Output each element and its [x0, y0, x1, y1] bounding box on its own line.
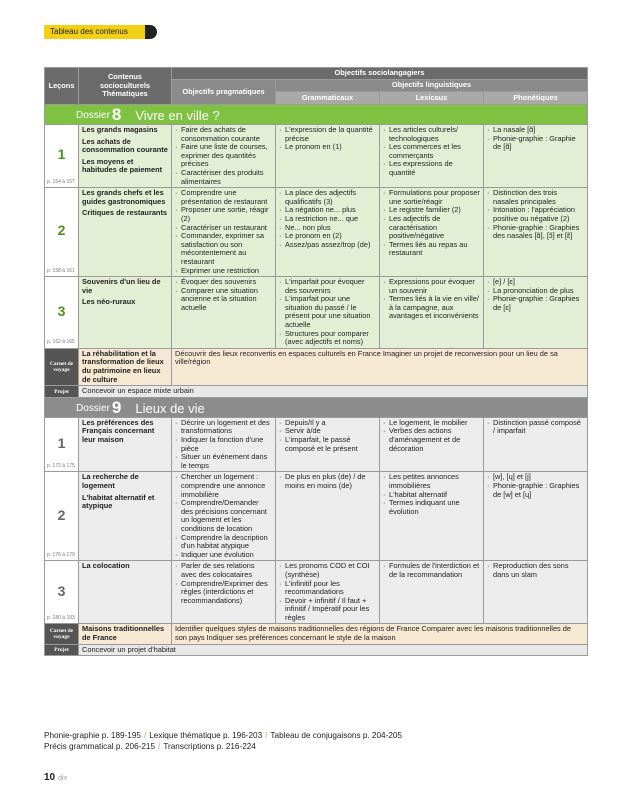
- col-objectifs-socio: Objectifs sociolangagiers: [172, 68, 588, 80]
- list-item: · Le pronom en (1): [279, 143, 376, 152]
- list-item: · La prononciation de plus: [487, 287, 584, 296]
- lesson-number-cell: [45, 417, 79, 472]
- list-item: · Verbes des actions d'aménagement et de décoration: [383, 427, 480, 453]
- lesson-row: [45, 125, 588, 188]
- ref-transcriptions: Transcriptions p. 216-224: [163, 742, 256, 751]
- theme-cell: [79, 188, 172, 277]
- list-item: · Distinction passé composé / imparfait: [487, 419, 584, 436]
- lexicaux-cell: [380, 417, 484, 472]
- dossier-title: Lieux de vie: [135, 400, 205, 416]
- theme-cell: [79, 417, 172, 472]
- list-item: · L'imparfait pour évoquer des souvenirs: [279, 278, 376, 295]
- list-item: · Servir à/de: [279, 427, 376, 436]
- dossier-number: 9: [111, 397, 122, 417]
- theme-item: Les préférences des Français concernant leur maison: [82, 417, 155, 444]
- list-item: · Parler de ses relations avec des colocataires: [175, 562, 272, 579]
- theme-cell: [79, 125, 172, 188]
- lesson-number: 1: [57, 434, 66, 451]
- list-item: · Formules de l'interdiction et de la recommandation: [383, 562, 480, 579]
- list-item: · Depuis/Il y a: [279, 419, 376, 428]
- phonetiques-cell: [484, 417, 588, 472]
- lesson-number-cell: [45, 188, 79, 277]
- lesson-number-cell: [45, 277, 79, 349]
- lexicaux-cell: [380, 277, 484, 349]
- list-item: · Faire une liste de courses, exprimer des quantités précises: [175, 143, 272, 169]
- list-item: · Intonation : l'appréciation positive ou négative (2): [487, 206, 584, 223]
- lesson-number: 2: [57, 222, 66, 239]
- theme-item: La colocation: [82, 561, 130, 571]
- grammaticaux-cell: [276, 561, 380, 624]
- phonetiques-list: [487, 126, 584, 152]
- lexicaux-list: [383, 473, 480, 516]
- list-item: · Comprendre la description d'un habitat atypique: [175, 534, 272, 551]
- lexicaux-list: [383, 419, 480, 453]
- list-item: · Comprendre une présentation de restaurant: [175, 189, 272, 206]
- pragmatiques-cell: [172, 417, 276, 472]
- contents-table: [44, 67, 588, 656]
- list-item: · Les commerces et les commerçants: [383, 143, 480, 160]
- list-item: · De plus en plus (de) / de moins en moins (de): [279, 473, 376, 490]
- phonetiques-cell: [484, 125, 588, 188]
- projet-label: Projet: [45, 386, 79, 398]
- ref-precis: Précis grammatical p. 206-215: [44, 742, 156, 751]
- list-item: · Les articles culturels/ technologiques: [383, 126, 480, 143]
- pragmatiques-cell: [172, 125, 276, 188]
- dossier-banner: [45, 397, 588, 417]
- dossier-number: 8: [111, 105, 122, 124]
- phonetiques-list: [487, 473, 584, 499]
- lesson-row: [45, 277, 588, 349]
- phonetiques-cell: [484, 277, 588, 349]
- theme-item: La recherche de logement: [82, 472, 139, 490]
- pragmatiques-cell: [172, 561, 276, 624]
- list-item: · Exprimer une restriction: [175, 267, 272, 276]
- grammaticaux-cell: [276, 277, 380, 349]
- list-item: · [w], [ɥ] et [j]: [487, 473, 584, 482]
- list-item: · Chercher un logement : comprendre une annonce immobilière: [175, 473, 272, 499]
- list-item: · L'habitat alternatif: [383, 491, 480, 500]
- lexicaux-list: [383, 562, 480, 579]
- carnet-title: Maisons traditionnelles de France: [79, 624, 172, 644]
- phonetiques-list: [487, 278, 584, 312]
- list-item: · Les pronoms COD et COI (synthèse): [279, 562, 376, 579]
- theme-item: Les grands chefs et les guides gastronomiques: [82, 188, 166, 206]
- grammaticaux-list: [279, 562, 376, 622]
- list-item: · Distinction des trois nasales principales: [487, 189, 584, 206]
- dossier-word: Dossier: [76, 402, 110, 414]
- lesson-number: 1: [57, 146, 66, 163]
- lesson-number-cell: [45, 125, 79, 188]
- phonetiques-cell: [484, 472, 588, 561]
- grammaticaux-cell: [276, 417, 380, 472]
- dossier-title: Vivre en ville ?: [135, 108, 220, 123]
- lexicaux-cell: [380, 188, 484, 277]
- lesson-pages: p. 176 à 179: [47, 551, 75, 558]
- list-item: · Indiquer une évolution: [175, 551, 272, 560]
- theme-item: Les achats de consommation courante: [82, 136, 168, 155]
- pragmatiques-list: [175, 278, 272, 312]
- list-item: · Les expressions de quantité: [383, 160, 480, 177]
- col-lecons: Leçons: [45, 68, 79, 105]
- lesson-number: 3: [57, 582, 66, 599]
- list-item: · Phonie-graphie : Graphies de [ɛ]: [487, 295, 584, 312]
- lexicaux-list: [383, 189, 480, 258]
- list-item: · [e] / [ɛ]: [487, 278, 584, 287]
- list-item: · Décrire un logement et des transformations: [175, 419, 272, 436]
- grammaticaux-list: [279, 473, 376, 490]
- col-contenus: Contenus socioculturels Thématiques: [79, 68, 172, 105]
- list-item: · Devoir + infinitif / Il faut + infinitif / Impératif pour les règles: [279, 597, 376, 623]
- carnet-label: Carnet de voyage: [45, 624, 79, 644]
- list-item: · Faire des achats de consommation courante: [175, 126, 272, 143]
- col-lexicaux: Lexicaux: [380, 92, 484, 105]
- list-item: · Le pronom en (2): [279, 232, 376, 241]
- list-item: · Commander, exprimer sa satisfaction ou son mécontentement au restaurant: [175, 232, 272, 266]
- lesson-pages: p. 172 à 175: [47, 462, 75, 469]
- carnet-text: Identifier quelques styles de maisons traditionnelles des régions de France Comparer avec les maisons traditionnelles de son pays Indiquer ses préférences concernant le style de la maison: [172, 624, 588, 644]
- projet-row: [45, 386, 588, 398]
- phonetiques-list: [487, 189, 584, 241]
- list-item: · Phonie-graphie : Graphie de [ɑ̃]: [487, 135, 584, 152]
- carnet-row: [45, 348, 588, 385]
- list-item: · L'expression de la quantité précise: [279, 126, 376, 143]
- list-item: · La négation ne... plus: [279, 206, 376, 215]
- pragmatiques-list: [175, 562, 272, 605]
- theme-item: Souvenirs d'un lieu de vie: [82, 277, 161, 295]
- lesson-number: 2: [57, 506, 66, 523]
- projet-text: Concevoir un espace mixte urbain: [79, 386, 588, 398]
- grammaticaux-cell: [276, 188, 380, 277]
- footer-line-1: Phonie-graphie p. 189-195 / Lexique thématique p. 196-203 / Tableau de conjugaisons p. 204-205: [44, 731, 402, 740]
- grammaticaux-cell: [276, 472, 380, 561]
- list-item: · Caractériser des produits alimentaires: [175, 169, 272, 186]
- list-item: · Comparer une situation ancienne et la situation actuelle: [175, 287, 272, 313]
- projet-label: Projet: [45, 644, 79, 656]
- grammaticaux-list: [279, 126, 376, 152]
- lesson-row: [45, 561, 588, 624]
- theme-item: Critiques de restaurants: [82, 208, 168, 218]
- theme-item: Les grands magasins: [82, 125, 158, 134]
- pragmatiques-list: [175, 189, 272, 275]
- theme-cell: [79, 277, 172, 349]
- lesson-number-cell: [45, 561, 79, 624]
- ref-phonie: Phonie-graphie p. 189-195: [44, 731, 141, 740]
- lesson-row: [45, 472, 588, 561]
- list-item: · Phonie-graphie : Graphies des nasales [ɑ̃], [ɔ̃] et [ɛ̃]: [487, 224, 584, 241]
- theme-item: Les moyens et habitudes de paiement: [82, 156, 163, 175]
- pragmatiques-cell: [172, 188, 276, 277]
- list-item: · Structures pour comparer (avec adjectifs et noms): [279, 330, 376, 347]
- projet-row: [45, 644, 588, 656]
- list-item: · L'infinitif pour les recommandations: [279, 580, 376, 597]
- pragmatiques-list: [175, 473, 272, 559]
- col-pragmatiques: Objectifs pragmatiques: [172, 80, 276, 105]
- lesson-row: [45, 417, 588, 472]
- lesson-number: 3: [57, 302, 66, 319]
- list-item: · Termes indiquant une évolution: [383, 499, 480, 516]
- list-item: · Indiquer la fonction d'une pièce: [175, 436, 272, 453]
- col-linguistiques: Objectifs linguistiques: [276, 80, 588, 92]
- carnet-row: [45, 624, 588, 644]
- page-number-word: dix: [58, 775, 68, 782]
- section-tag: Tableau des contenus: [44, 25, 156, 39]
- col-phonetiques: Phonétiques: [484, 92, 588, 105]
- carnet-text: Découvrir des lieux reconvertis en espaces culturels en France Imaginer un projet de reconversion pour un lieu de sa ville/région: [172, 348, 588, 385]
- grammaticaux-cell: [276, 125, 380, 188]
- list-item: · L'imparfait pour une situation du passé / le présent pour une situation actuelle: [279, 295, 376, 329]
- list-item: · Situer un événement dans le temps: [175, 453, 272, 470]
- list-item: · Formulations pour proposer une sortie/réagir: [383, 189, 480, 206]
- grammaticaux-list: [279, 278, 376, 347]
- lexicaux-cell: [380, 561, 484, 624]
- list-item: · Proposer une sortie, réagir (2): [175, 206, 272, 223]
- lesson-pages: p. 158 à 161: [47, 267, 75, 274]
- phonetiques-cell: [484, 561, 588, 624]
- lesson-number-cell: [45, 472, 79, 561]
- pragmatiques-list: [175, 419, 272, 471]
- list-item: · Phonie-graphie : Graphies de [w] et [ɥ]: [487, 482, 584, 499]
- list-item: · Caractériser un restaurant: [175, 224, 272, 233]
- theme-cell: [79, 472, 172, 561]
- carnet-title: La réhabilitation et la transformation de lieux du patrimoine en lieux de culture: [79, 348, 172, 385]
- pragmatiques-cell: [172, 277, 276, 349]
- list-item: · Comprendre/Exprimer des règles (interdictions et recommandations): [175, 580, 272, 606]
- theme-item: L'habitat alternatif et atypique: [82, 492, 155, 511]
- pragmatiques-list: [175, 126, 272, 186]
- phonetiques-cell: [484, 188, 588, 277]
- lesson-pages: p. 180 à 183: [47, 614, 75, 621]
- phonetiques-list: [487, 562, 584, 579]
- list-item: · La nasale [ɑ̃]: [487, 126, 584, 135]
- ref-conjugaisons: Tableau de conjugaisons p. 204-205: [270, 731, 402, 740]
- list-item: · Évoquer des souvenirs: [175, 278, 272, 287]
- list-item: · Ne... non plus: [279, 224, 376, 233]
- carnet-label: Carnet de voyage: [45, 348, 79, 385]
- phonetiques-list: [487, 419, 584, 436]
- theme-cell: [79, 561, 172, 624]
- references-footer: [44, 730, 587, 752]
- dossier-word: Dossier: [76, 110, 110, 121]
- lexicaux-cell: [380, 125, 484, 188]
- lesson-row: [45, 188, 588, 277]
- grammaticaux-list: [279, 189, 376, 249]
- list-item: · Assez/pas assez/trop (de): [279, 241, 376, 250]
- page-number: 10 dix: [44, 772, 68, 783]
- projet-text: Concevoir un projet d'habitat: [79, 644, 588, 656]
- lexicaux-list: [383, 126, 480, 178]
- dossier-banner: [45, 105, 588, 125]
- grammaticaux-list: [279, 419, 376, 453]
- lesson-pages: p. 154 à 157: [47, 178, 75, 185]
- list-item: · Le registre familier (2): [383, 206, 480, 215]
- list-item: · Les adjectifs de caractérisation positive/négative: [383, 215, 480, 241]
- list-item: · Les petites annonces immobilières: [383, 473, 480, 490]
- theme-item: Les néo-ruraux: [82, 297, 136, 307]
- list-item: · La place des adjectifs qualificatifs (3): [279, 189, 376, 206]
- lesson-pages: p. 162 à 165: [47, 339, 75, 346]
- pragmatiques-cell: [172, 472, 276, 561]
- list-item: · Expressions pour évoquer un souvenir: [383, 278, 480, 295]
- lexicaux-cell: [380, 472, 484, 561]
- list-item: · L'imparfait, le passé composé et le présent: [279, 436, 376, 453]
- list-item: · Termes liés à la vie en ville/ à la campagne, aux avantages et inconvénients: [383, 295, 480, 321]
- list-item: · La restriction ne... que: [279, 215, 376, 224]
- ref-lexique: Lexique thématique p. 196-203: [149, 731, 263, 740]
- list-item: · Le logement, le mobilier: [383, 419, 480, 428]
- list-item: · Termes liés au repas au restaurant: [383, 241, 480, 258]
- footer-line-2: Précis grammatical p. 206-215 / Transcriptions p. 216-224: [44, 742, 256, 751]
- lexicaux-list: [383, 278, 480, 321]
- col-grammaticaux: Grammaticaux: [276, 92, 380, 105]
- list-item: · Reproduction des sons dans un slam: [487, 562, 584, 579]
- list-item: · Comprendre/Demander des précisions concernant un logement et les conditions de location: [175, 499, 272, 533]
